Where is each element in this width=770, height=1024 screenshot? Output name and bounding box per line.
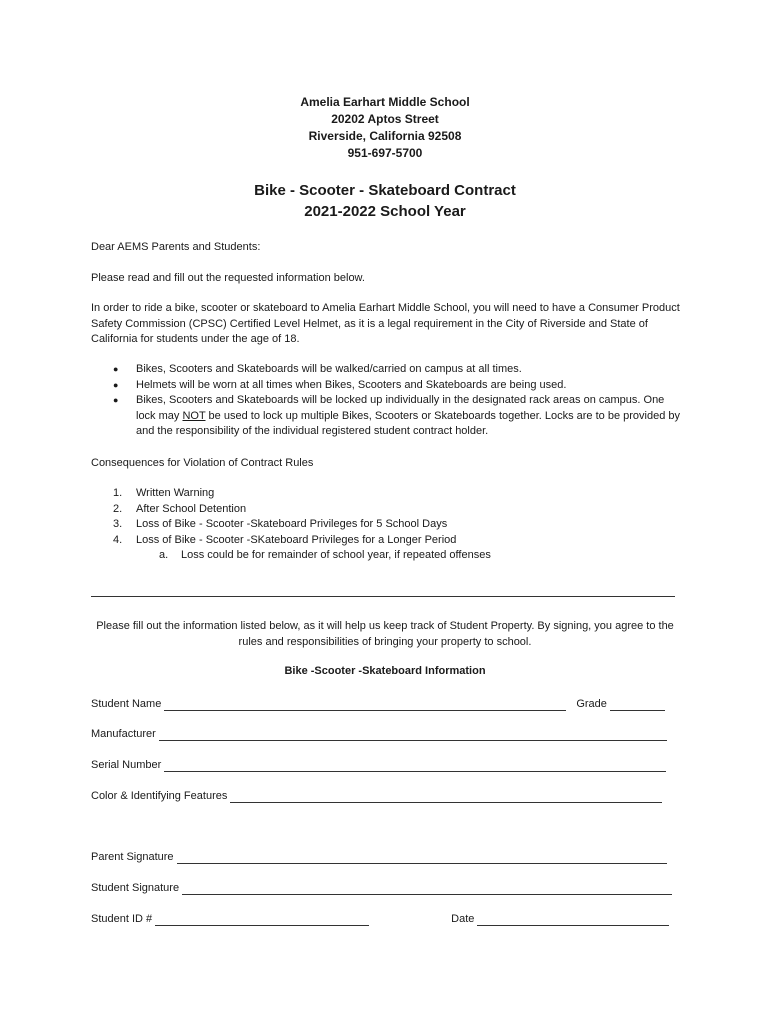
manufacturer-row	[91, 727, 667, 741]
rule-text: Bikes, Scooters and Skateboards will be walked/carried on campus at all times.	[136, 363, 522, 375]
rules-list	[91, 362, 681, 440]
grade-label: Grade	[576, 698, 607, 710]
student-id-field[interactable]	[155, 914, 369, 926]
grade-field[interactable]	[610, 699, 665, 711]
school-header	[0, 94, 770, 162]
rule-text-a: Bikes, Scooters and Skateboards will be locked up individually in the designated rack areas on campus. One lock may	[136, 394, 665, 422]
item-text: After School Detention	[136, 502, 247, 515]
student-name-label: Student Name	[91, 698, 162, 710]
list-item	[91, 486, 681, 502]
school-city: Riverside, California 92508	[308, 129, 462, 143]
document-title	[0, 180, 770, 222]
item-text: Written Warning	[136, 487, 215, 499]
item-text: Loss of Bike - Scooter -SKateboard Privileges for a Longer Period	[136, 533, 457, 546]
school-name: Amelia Earhart Middle School	[300, 95, 470, 109]
serial-label: Serial Number	[91, 759, 162, 771]
list-item	[91, 378, 681, 394]
date-field[interactable]	[477, 914, 669, 926]
parent-signature-label: Parent Signature	[91, 851, 174, 863]
greeting: Dear AEMS Parents and Students:	[91, 241, 261, 253]
item-number: a.	[159, 549, 169, 561]
intro-paragraph: In order to ride a bike, scooter or skateboard to Amelia Earhart Middle School, you will need to have a Consumer Product Safety Commission (CPSC) Certified Level Helmet, as it is a legal requirement in the City of Riverside and State of California for students under the age of 18.	[91, 302, 680, 345]
parent-signature-row	[91, 850, 667, 864]
list-item	[91, 362, 681, 378]
id-date-row	[91, 912, 669, 926]
student-signature-field[interactable]	[182, 883, 672, 895]
consequences-list	[91, 486, 681, 564]
item-number: 1.	[113, 487, 123, 499]
serial-field[interactable]	[164, 760, 666, 772]
color-label: Color & Identifying Features	[91, 790, 228, 802]
rule-text-b: be used to lock up multiple Bikes, Scooters or Skateboards together. Locks are to be provided by and the responsibility of the individual registered student contract holder.	[136, 409, 680, 437]
rule-text: Helmets will be worn at all times when Bikes, Scooters and Skateboards are being used.	[136, 378, 567, 391]
manufacturer-label: Manufacturer	[91, 728, 156, 740]
rule-not-emphasis: NOT	[182, 409, 206, 422]
title-line-1: Bike - Scooter - Skateboard Contract	[254, 182, 516, 199]
item-text: Loss of Bike - Scooter -Skateboard Privileges for 5 School Days	[136, 518, 448, 530]
form-heading: Bike -Scooter -Skateboard Information	[284, 665, 486, 677]
student-name-row	[91, 697, 665, 711]
instruction: Please read and fill out the requested information below.	[91, 272, 365, 284]
title-line-2: 2021-2022 School Year	[304, 203, 466, 220]
item-text: Loss could be for remainder of school year, if repeated offenses	[181, 549, 491, 561]
student-id-label: Student ID #	[91, 913, 153, 925]
form-intro: Please fill out the information listed below, as it will help us keep track of Student Property. By signing, you agree to the rules and responsibilities of bringing your property to school.	[96, 620, 674, 648]
item-number: 3.	[113, 518, 123, 530]
serial-row	[91, 758, 666, 772]
divider	[91, 596, 675, 597]
school-phone: 951-697-5700	[347, 146, 423, 160]
list-item	[91, 548, 681, 564]
list-item	[91, 393, 681, 440]
date-label: Date	[451, 913, 475, 925]
manufacturer-field[interactable]	[159, 729, 667, 741]
color-row	[91, 789, 662, 803]
student-name-field[interactable]	[164, 699, 566, 711]
list-item	[91, 533, 681, 549]
parent-signature-field[interactable]	[177, 852, 667, 864]
student-signature-row	[91, 881, 672, 895]
consequences-heading: Consequences for Violation of Contract Rules	[91, 457, 314, 469]
list-item	[91, 517, 681, 533]
color-field[interactable]	[230, 791, 662, 803]
list-item	[91, 502, 681, 518]
item-number: 4.	[113, 533, 123, 546]
student-signature-label: Student Signature	[91, 882, 180, 894]
school-street: 20202 Aptos Street	[331, 112, 439, 126]
item-number: 2.	[113, 502, 123, 515]
